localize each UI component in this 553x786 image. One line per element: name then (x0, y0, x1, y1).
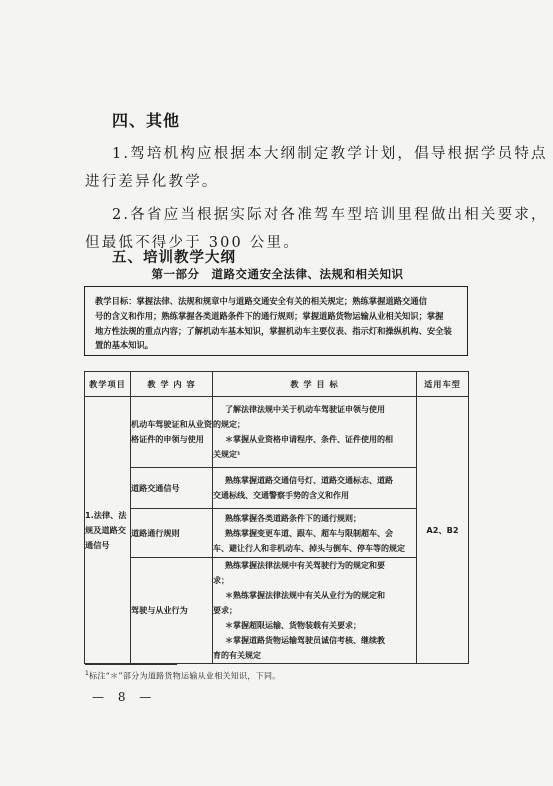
header-teaching-content: 教 学 内 容 (131, 372, 213, 397)
goal-line: 熟练掌握各类道路条件下的通行规则； (225, 513, 361, 523)
table-row (85, 397, 469, 468)
goals-cell (213, 509, 417, 558)
table-row (85, 468, 469, 509)
goal-line: 求； (213, 576, 229, 585)
goal-line: ＊掌握超限运输、货物装载有关要求； (225, 621, 361, 630)
content-cell: 驾驶与从业行为 (131, 558, 213, 664)
goal-line: ＊掌握从业资格申请程序、条件、证件使用的相 (225, 435, 393, 444)
content-cell: 道路通行规则 (131, 509, 213, 558)
category-cell: 1.法律、法规及道路交通信号 (85, 397, 131, 664)
header-vehicle-type: 适用车型 (417, 372, 469, 397)
goal-line: ＊掌握道路货物运输驾驶员诚信考核、继续教 (225, 636, 385, 645)
goal-line: 交通标线、交通警察手势的含义和作用 (213, 491, 349, 500)
table-row (85, 509, 469, 558)
teaching-goal-box (84, 286, 468, 356)
teaching-goal-line: 教学目标：掌握法律、法规和规章中与道路交通安全有关的相关规定；熟练掌握道路交通信 (95, 296, 427, 306)
goal-line: 熟练掌握法律法规中有关驾驶行为的规定和要 (225, 561, 385, 570)
part-1-title: 第一部分 道路交通安全法律、法规和相关知识 (151, 267, 404, 281)
goal-line: 的规定； (213, 420, 245, 429)
goals-cell (213, 468, 417, 509)
footnote-text: 标注“＊”部分为道路货物运输从业相关知识，下同。 (89, 671, 281, 681)
section-4-item-1-line-2: 进行差异化教学。 (85, 174, 219, 190)
teaching-goal-line: 号的含义和作用；熟练掌握各类道路条件下的通行规则；掌握道路货物运输从业相关知识；掌握 (95, 310, 444, 321)
goal-line: 关规定¹ (213, 450, 241, 459)
section-4-heading: 四、其他 (112, 111, 181, 130)
table-row (85, 558, 469, 664)
goal-line: ＊熟练掌握法律法规中有关从业行为的规定和 (225, 591, 385, 600)
goal-line: 要求； (213, 606, 237, 615)
goal-line: 了解法律法规中关于机动车驾驶证申领与使用 (225, 405, 385, 414)
goal-line: 熟练掌握道路交通信号灯、道路交通标志、道路 (225, 476, 393, 485)
teaching-goal-line: 地方性法规的重点内容；了解机动车基本知识，掌握机动车主要仪表、指示灯和操纵机构、安全装 (95, 325, 452, 336)
goals-cell (213, 397, 417, 468)
section-4-item-1-line-1: 1.驾培机构应根据本大纲制定教学计划，倡导根据学员特点 (112, 146, 548, 162)
goal-line: 车、避让行人和非机动车、掉头与倒车、停车等的规定 (213, 543, 405, 553)
footnote-marker: 1 (85, 670, 90, 677)
header-teaching-goal: 教 学 目 标 (213, 372, 417, 397)
content-cell: 道路交通信号 (131, 468, 213, 509)
goal-line: 育的有关规定 (213, 651, 261, 660)
table-header-row (85, 372, 469, 397)
section-4-item-2-line-1: 2.各省应当根据实际对各准驾车型培训里程做出相关要求， (112, 207, 548, 223)
page-number: — 8 — (92, 690, 157, 704)
goals-cell (213, 558, 417, 664)
content-cell: 机动车驾驶证和从业资格证件的申领与使用 (131, 397, 213, 468)
teaching-goal-line: 置的基本知识。 (95, 340, 154, 351)
footnote-divider (85, 664, 177, 665)
footnote (85, 670, 281, 682)
section-4-item-2-line-2: 但最低不得少于 300 公里。 (85, 235, 300, 251)
header-teaching-item: 教学项目 (85, 372, 131, 397)
vehicle-type-cell: A2、B2 (417, 397, 469, 664)
goal-line: 熟练掌握变更车道、跟车、超车与限制超车、会 (225, 528, 393, 538)
section-5-heading: 五、培训教学大纲 (112, 250, 236, 266)
syllabus-table (84, 371, 469, 664)
